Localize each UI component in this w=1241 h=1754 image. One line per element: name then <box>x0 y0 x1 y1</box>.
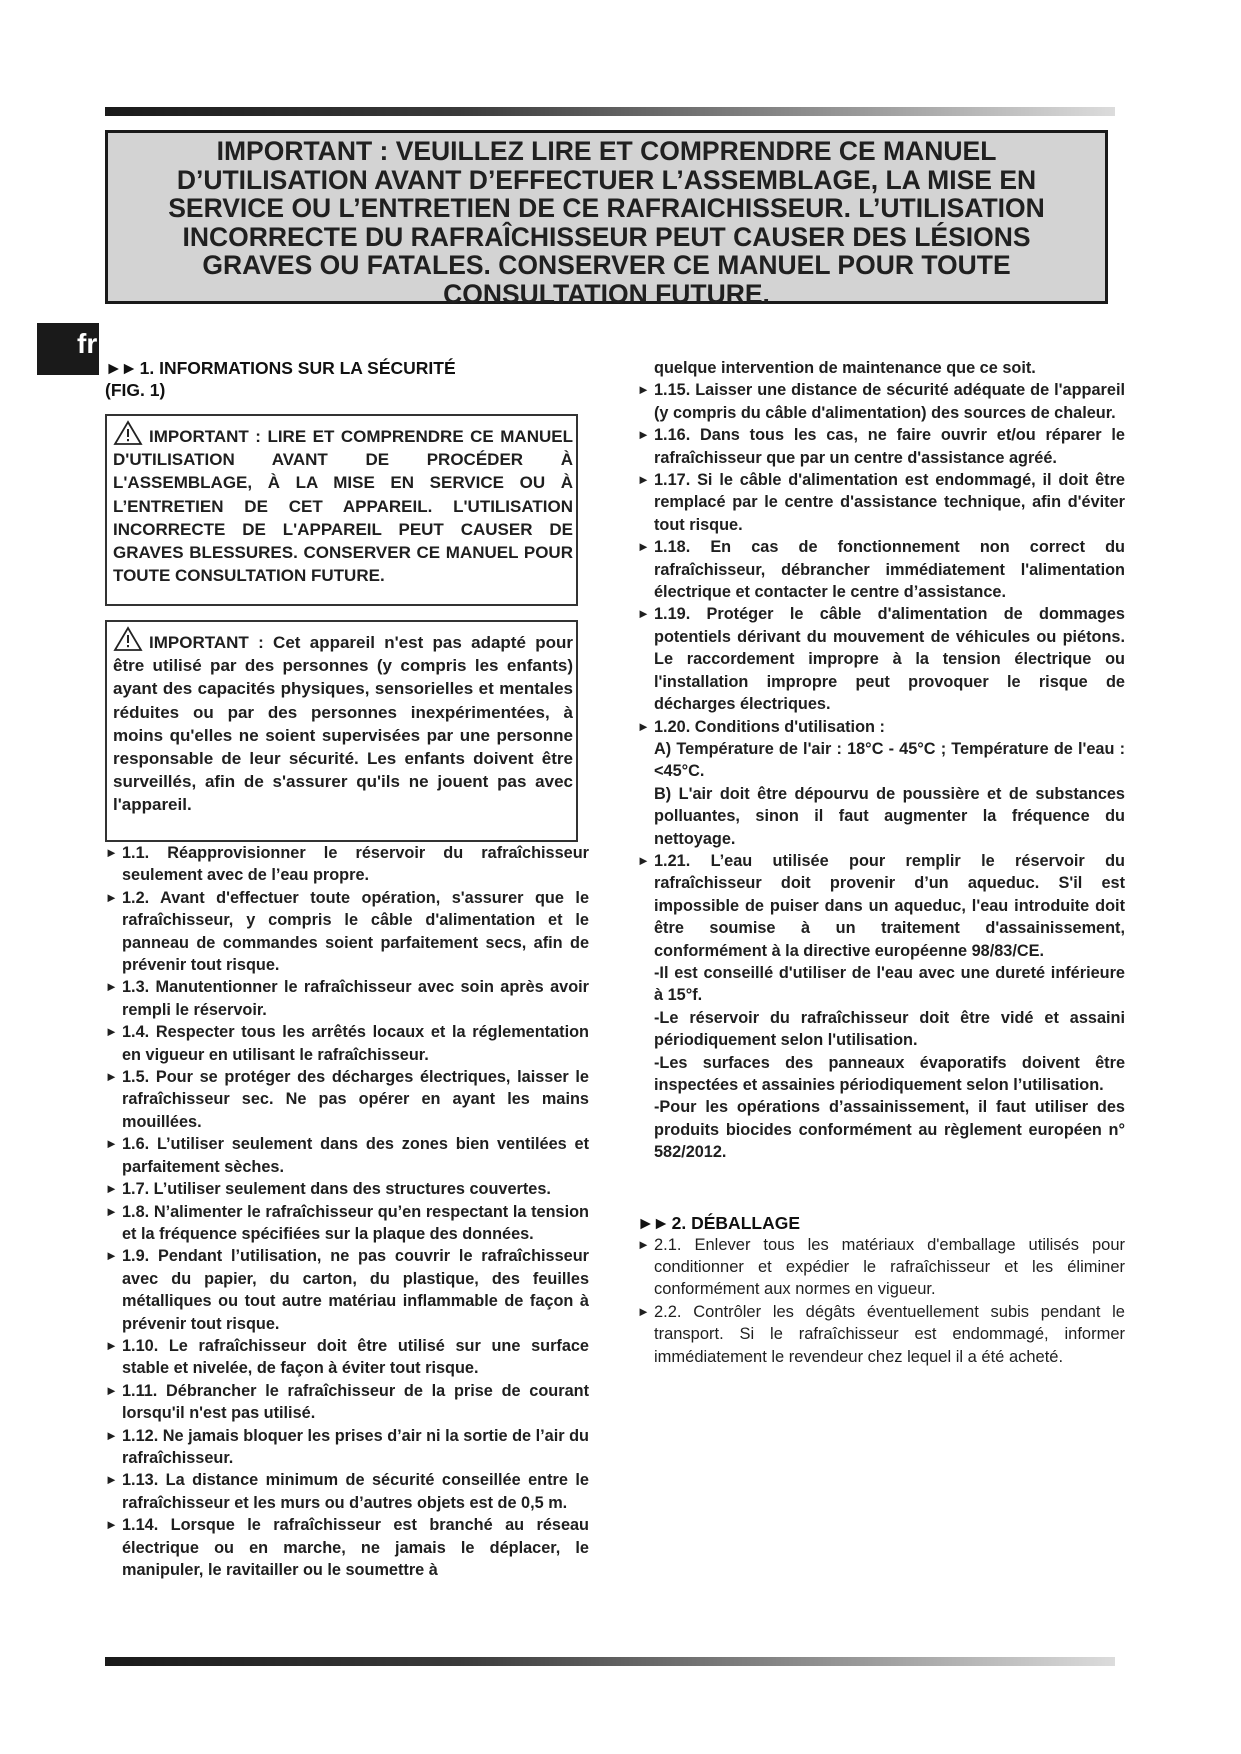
list-item <box>637 850 1125 962</box>
banner-line: GRAVES OU FATALES. CONSERVER CE MANUEL POUR TOUTE <box>202 250 1011 281</box>
safety-list-right <box>637 379 1125 1163</box>
list-item <box>637 603 1125 715</box>
list-item <box>105 1066 589 1133</box>
list-item <box>105 1021 589 1066</box>
bullet-arrow-icon: ► <box>637 718 650 734</box>
list-item <box>105 1425 589 1470</box>
list-item <box>105 1469 589 1514</box>
list-item <box>105 887 589 977</box>
important-banner <box>105 130 1108 309</box>
item-text: 1.12. Ne jamais bloquer les prises d’air ni la sortie de l’air du rafraîchisseur. <box>122 1426 589 1467</box>
item-text: 1.1. Réapprovisionner le réservoir du rafraîchisseur seulement avec de l’eau propre. <box>122 844 589 885</box>
banner-line: INCORRECTE DU RAFRAÎCHISSEUR PEUT CAUSER DES LÉSIONS <box>182 221 1031 252</box>
list-item <box>637 469 1125 536</box>
bullet-arrow-icon: ► <box>105 1024 118 1040</box>
bullet-arrow-icon: ► <box>637 472 650 488</box>
bullet-arrow-icon: ► <box>105 1382 118 1398</box>
list-item <box>105 1133 589 1178</box>
item-text: 1.5. Pour se protéger des décharges électriques, laisser le rafraîchisseur sec. Ne pas opérer en ayant les mains mouillées. <box>122 1068 589 1131</box>
bullet-arrow-icon: ► <box>637 382 650 398</box>
bullet-arrow-icon: ► <box>105 1136 118 1152</box>
item-text: 1.15. Laisser une distance de sécurité adéquate de l'appareil (y compris du câble d'alimentation) des sources de chaleur. <box>654 381 1125 422</box>
water-note: -Il est conseillé d'utiliser de l'eau avec une dureté inférieure à 15°f. <box>654 963 1125 1005</box>
item-text: 1.13. La distance minimum de sécurité conseillée entre le rafraîchisseur et les murs ou d’autres objets est de 0,5 m. <box>122 1471 589 1512</box>
item-text: 2.2. Contrôler les dégâts éventuellement subis pendant le transport. Si le rafraîchisseur est endommagé, informer immédiatement le revendeur chez lequel il a été acheté. <box>654 1302 1125 1366</box>
list-item <box>637 1234 1125 1301</box>
right-column <box>637 357 1125 1368</box>
water-note: -Les surfaces des panneaux évaporatifs doivent être inspectées et assainies périodiquement selon l’utilisation. <box>654 1053 1125 1094</box>
warning-persons-text: IMPORTANT : Cet appareil n'est pas adapté pour être utilisé par des personnes (y compris les enfants) ayant des capacités physiques, sensorielles et mentales réduites ou par des personnes inexpérimentées, à moins qu'elles ne soient supervisées par une personne responsable de leur sécurité. Les enfants doivent être surveillés, afin de s'assurer qu'ils ne jouent pas avec l'appareil. <box>113 633 573 815</box>
banner-line: SERVICE OU L’ENTRETIEN DE CE RAFRAICHISSEUR. L’UTILISATION <box>168 193 1045 224</box>
double-arrow-icon: ►► <box>637 1212 668 1233</box>
warning-manual-text: IMPORTANT : LIRE ET COMPRENDRE CE MANUEL D'UTILISATION AVANT DE PROCÉDER À L'ASSEMBLAGE, À LA MISE EN SERVICE OU À L’ENTRETIEN DE CET APPAREIL. L'UTILISATION INCORRECTE DE L'APPAREIL PEUT CAUSER DE GRAVES BLESSURES. CONSERVER CE MANUEL POUR TOUTE CONSULTATION FUTURE. <box>113 427 573 586</box>
bullet-arrow-icon: ► <box>105 1427 118 1443</box>
section1-title <box>105 357 589 401</box>
warning-triangle-icon <box>113 626 143 652</box>
list-item <box>105 1514 589 1581</box>
section2-title <box>637 1212 1125 1234</box>
list-item <box>637 536 1125 603</box>
list-item <box>637 1301 1125 1368</box>
bullet-arrow-icon: ► <box>637 852 650 868</box>
item-text: 2.1. Enlever tous les matériaux d'emballage utilisés pour conditionner et expédier le rafraîchisseur et les éliminer conformément aux normes en vigueur. <box>654 1235 1125 1299</box>
double-arrow-icon: ►► <box>105 358 136 378</box>
item-1-14-continuation: quelque intervention de maintenance que ce soit. <box>654 359 1036 377</box>
bullet-arrow-icon: ► <box>105 1337 118 1353</box>
bullet-arrow-icon: ► <box>105 979 118 995</box>
left-column <box>105 357 589 1581</box>
list-item <box>105 1335 589 1380</box>
bullet-arrow-icon: ► <box>637 1303 650 1319</box>
item-text: 1.4. Respecter tous les arrêtés locaux et la réglementation en vigueur en utilisant le rafraîchisseur. <box>122 1023 589 1064</box>
list-item <box>637 716 1125 738</box>
item-text: 1.2. Avant d'effectuer toute opération, s'assurer que le rafraîchisseur, y compris le câble d'alimentation et le panneau de commandes soient parfaitement secs, afin de prévenir tout risque. <box>122 888 589 975</box>
bullet-arrow-icon: ► <box>637 606 650 622</box>
item-text: 1.8. N’alimenter le rafraîchisseur qu’en respectant la tension et la fréquence spécifiées sur la plaque des données. <box>122 1202 589 1243</box>
item-text: 1.20. Conditions d'utilisation : <box>654 717 885 736</box>
bullet-arrow-icon: ► <box>105 1181 118 1197</box>
list-item <box>105 1178 589 1200</box>
item-text: 1.14. Lorsque le rafraîchisseur est branché au réseau électrique ou en marche, ne jamais le déplacer, le manipuler, le ravitailler ou le soumettre à <box>122 1516 589 1579</box>
item-text: 1.19. Protéger le câble d'alimentation de dommages potentiels dérivant du mouvement de véhicules ou piétons. Le raccordement impropre à la tension électrique ou l'installation impropre peut provoquer le risque de décharges électriques. <box>654 605 1125 714</box>
bullet-arrow-icon: ► <box>105 889 118 905</box>
list-item <box>637 379 1125 424</box>
language-tab: fr <box>37 323 99 375</box>
bottom-rule <box>105 1657 1115 1666</box>
item-text: 1.16. Dans tous les cas, ne faire ouvrir et/ou réparer le rafraîchisseur que par un centre d'assistance agréé. <box>654 426 1125 467</box>
section-gap <box>637 1164 1125 1212</box>
section1-title-fig: (FIG. 1) <box>105 380 166 400</box>
list-item <box>105 842 589 887</box>
bullet-arrow-icon: ► <box>105 1517 118 1533</box>
bullet-arrow-icon: ► <box>637 1236 650 1252</box>
list-item <box>105 1380 589 1425</box>
item-text: 1.17. Si le câble d'alimentation est endommagé, il doit être remplacé par le centre d'assistance technique, afin d'éviter tout risque. <box>654 471 1125 534</box>
warning-box-persons <box>105 620 578 842</box>
item-text: 1.11. Débrancher le rafraîchisseur de la prise de courant lorsqu'il n'est pas utilisé. <box>122 1381 589 1423</box>
bullet-arrow-icon: ► <box>105 845 118 860</box>
top-rule <box>105 107 1115 116</box>
bullet-arrow-icon: ► <box>105 1203 118 1219</box>
item-text: 1.18. En cas de fonctionnement non correct du rafraîchisseur, débrancher immédiatement l'alimentation électrique et contacter le centre d’assistance. <box>654 538 1125 602</box>
water-note: -Pour les opérations d’assainissement, il faut utiliser des produits biocides conformément au règlement européen n° 582/2012. <box>654 1098 1125 1162</box>
item-text: 1.7. L’utiliser seulement dans des structures couvertes. <box>122 1180 551 1199</box>
condition-b: B) L'air doit être dépourvu de poussière et de substances polluantes, sinon il faut augmenter la fréquence du nettoyage. <box>654 784 1125 848</box>
item-text: 1.9. Pendant l’utilisation, ne pas couvrir le rafraîchisseur avec du papier, du carton, du plastique, des feuilles métalliques ou tout autre matériau inflammable de façon à prévenir tout risque. <box>122 1247 589 1333</box>
warning-box-manual <box>105 414 578 606</box>
item-text: 1.21. L’eau utilisée pour remplir le réservoir du rafraîchisseur doit provenir d’un aqueduc. S'il est impossible de puiser dans un aqueduc, l'eau introduite doit être soumise à un traitement d'assainissement, conformément à la directive européenne 98/83/CE. <box>654 851 1125 960</box>
bullet-arrow-icon: ► <box>637 539 650 555</box>
bullet-arrow-icon: ► <box>105 1472 118 1488</box>
banner-line: IMPORTANT : VEUILLEZ LIRE ET COMPRENDRE CE MANUEL <box>216 136 997 166</box>
warning-triangle-icon <box>113 420 143 446</box>
list-item <box>105 1245 589 1335</box>
list-item <box>105 976 589 1021</box>
section2-title-text: 2. DÉBALLAGE <box>671 1212 801 1233</box>
item-text: 1.6. L’utiliser seulement dans des zones bien ventilées et parfaitement sèches. <box>122 1135 589 1176</box>
list-item <box>637 424 1125 469</box>
item-text: 1.10. Le rafraîchisseur doit être utilisé sur une surface stable et nivelée, de façon à éviter tout risque. <box>122 1336 589 1378</box>
bullet-arrow-icon: ► <box>105 1069 118 1085</box>
section1-title-text: 1. INFORMATIONS SUR LA SÉCURITÉ <box>139 358 456 378</box>
unpacking-list <box>637 1234 1125 1368</box>
banner-line: CONSULTATION FUTURE. <box>443 278 770 309</box>
banner-line: D’UTILISATION AVANT D’EFFECTUER L’ASSEMBLAGE, LA MISE EN <box>176 164 1037 195</box>
bullet-arrow-icon: ► <box>105 1248 118 1264</box>
item-text: 1.3. Manutentionner le rafraîchisseur avec soin après avoir rempli le réservoir. <box>122 978 589 1019</box>
list-item <box>105 1201 589 1246</box>
water-note: -Le réservoir du rafraîchisseur doit être vidé et assaini périodiquement selon l'utilisation. <box>654 1008 1125 1050</box>
condition-a: A) Température de l'air : 18°C - 45°C ; Température de l'eau : <45°C. <box>654 739 1125 781</box>
bullet-arrow-icon: ► <box>637 427 650 443</box>
safety-list-left <box>105 842 589 1581</box>
